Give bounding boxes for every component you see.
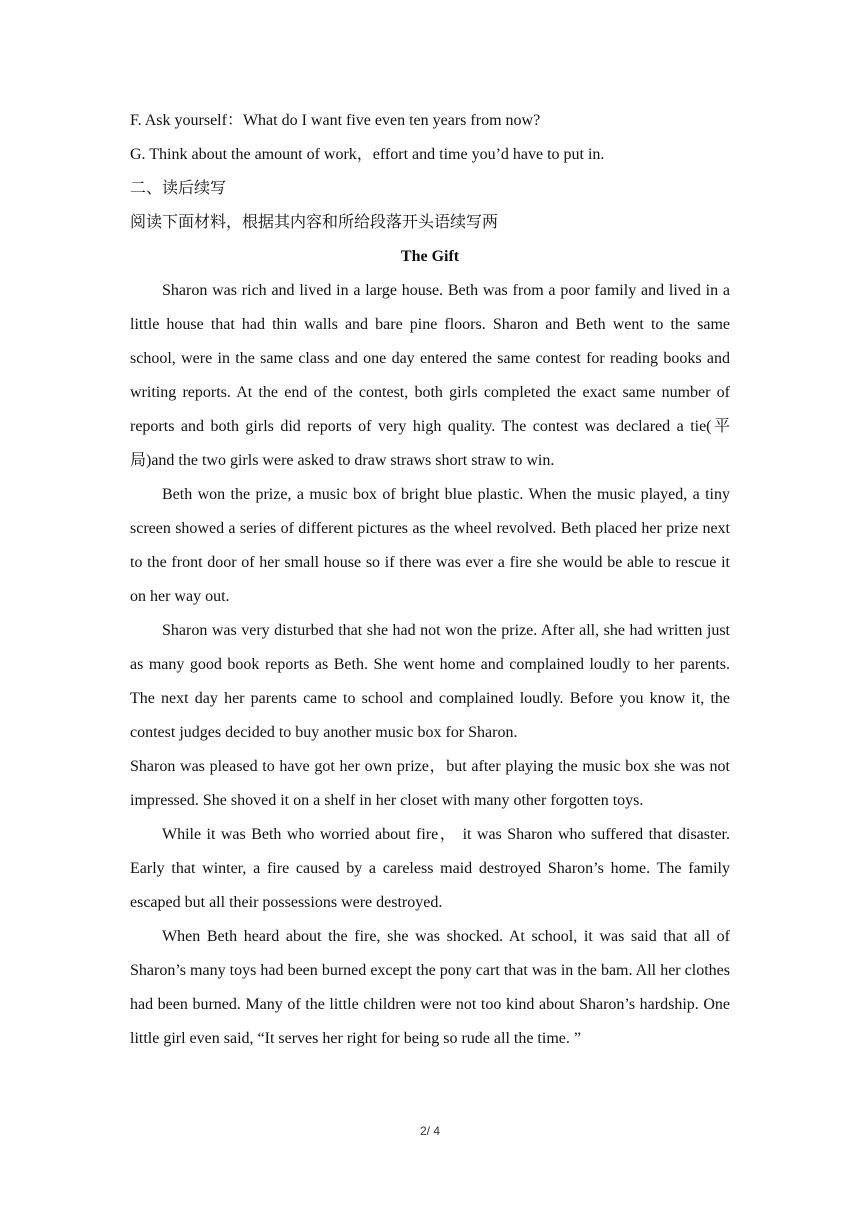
section-heading: 二、读后续写	[130, 180, 227, 197]
paragraph-6: When Beth heard about the fire, she was shocked. At school, it was said that all of Sharon’s many toys had been burned except the pony cart that was in the bam. All her clothes had been burned. Many of the little children were not too kind about Sharon’s hardship. One little girl even said, “It serves her right for being so rude all the time. ”	[130, 928, 730, 1047]
document-page	[130, 104, 730, 1056]
option-g-line: G. Think about the amount of work，effort and time you’d have to put in.	[130, 146, 605, 163]
paragraph-1: Sharon was rich and lived in a large house. Beth was from a poor family and lived in a little house that had thin walls and bare pine floors. Sharon and Beth went to the same school, were in the same class and one day entered the same contest for reading books and writing reports. At the end of the contest, both girls completed the exact same number of reports and both girls did reports of very high quality. The contest was declared a tie(平局)and the two girls were asked to draw straws short straw to win.	[130, 282, 730, 469]
paragraph-3: Sharon was very disturbed that she had not won the prize. After all, she had written just as many good book reports as Beth. She went home and complained loudly to her parents. The next day her parents came to school and complained loudly. Before you know it, the contest judges decided to buy another music box for Sharon.	[130, 622, 730, 741]
paragraph-2: Beth won the prize, a music box of bright blue plastic. When the music played, a tiny screen showed a series of different pictures as the wheel revolved. Beth placed her prize next to the front door of her small house so if there was ever a fire she would be able to rescue it on her way out.	[130, 486, 730, 605]
paragraph-5: While it was Beth who worried about fire， it was Sharon who suffered that disaster. Early that winter, a fire caused by a careless maid destroyed Sharon’s home. The family escaped but all their possessions were destroyed.	[130, 826, 730, 911]
instruction-line: 阅读下面材料，根据其内容和所给段落开头语续写两	[130, 214, 499, 231]
paragraph-4: Sharon was pleased to have got her own prize，but after playing the music box she was not impressed. She shoved it on a shelf in her closet with many other forgotten toys.	[130, 758, 730, 809]
page-number: 2/ 4	[419, 1124, 440, 1138]
option-f-line: F. Ask yourself：What do I want five even ten years from now?	[130, 112, 541, 129]
story-title: The Gift	[400, 248, 460, 265]
